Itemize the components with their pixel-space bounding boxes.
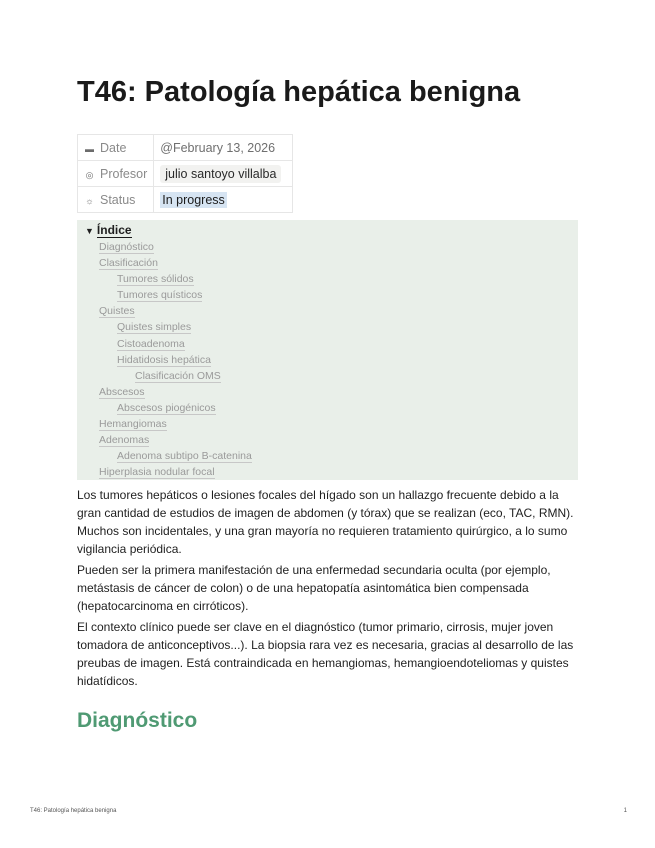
toc-link[interactable]: Clasificación OMS — [135, 369, 221, 382]
toggle-triangle-icon[interactable]: ▼ — [85, 226, 94, 236]
status-badge[interactable]: In progress — [162, 192, 225, 207]
person-icon: ◎ — [85, 169, 94, 180]
toc-link[interactable]: Tumores sólidos — [117, 273, 194, 286]
paragraph: Los tumores hepáticos o lesiones focales del hígado son un hallazgo frecuente debido a la gran cantidad de estudios de imagen de abdomen (y tórax) que se realizan (eco, TAC, RMN). Muchos son incidentales, y una gran mayoría no requieren tratamiento quirúrgico, a lo sumo vigilancia periódica. — [77, 488, 574, 556]
property-label: Profesor — [100, 166, 148, 181]
toc-toggle[interactable] — [85, 223, 132, 237]
toc-link[interactable]: Cistoadenoma — [117, 337, 185, 350]
toc-list — [77, 239, 252, 480]
toc-link[interactable]: Abscesos — [99, 385, 145, 398]
toc-link[interactable]: Hiperplasia nodular focal — [99, 466, 215, 479]
property-value-cell[interactable] — [154, 161, 293, 187]
toc-title: Índice — [96, 223, 132, 237]
toc-link[interactable]: Clasificación — [99, 257, 158, 270]
property-label: Date — [100, 140, 127, 155]
footer-title: T46: Patología hepática benigna — [30, 808, 117, 814]
property-name-cell — [78, 135, 154, 161]
person-chip[interactable]: julio santoyo villalba — [160, 165, 281, 183]
status-icon: ☼ — [85, 195, 94, 206]
toc-link[interactable]: Abscesos piogénicos — [117, 401, 216, 414]
page-number: 1 — [623, 808, 627, 814]
toc-link[interactable]: Adenoma subtipo B-catenina — [117, 450, 252, 463]
toc-link[interactable]: Quistes — [99, 305, 135, 318]
section-heading: Diagnóstico — [77, 709, 198, 732]
property-label: Status — [100, 192, 136, 207]
property-value-cell[interactable] — [154, 187, 293, 213]
toc-link[interactable]: Quistes simples — [117, 321, 192, 334]
date-value[interactable]: @February 13, 2026 — [160, 140, 276, 155]
properties-table — [77, 134, 293, 213]
property-row-date — [78, 135, 293, 161]
toc-link[interactable]: Diagnóstico — [99, 241, 154, 253]
property-row-profesor — [78, 161, 293, 187]
toc-link[interactable]: Adenomas — [99, 434, 150, 447]
table-of-contents — [77, 220, 578, 480]
calendar-icon: ▬ — [85, 143, 94, 154]
paragraph: Pueden ser la primera manifestación de una enfermedad secundaria oculta (por ejemplo, metástasis de cáncer de colon) o de una hepatopatía asintomática bien compensada (hepatocarcinoma en cirróticos). — [77, 563, 551, 613]
property-value-cell[interactable] — [154, 135, 293, 161]
property-name-cell — [78, 161, 154, 187]
toc-link[interactable]: Hemangiomas — [99, 418, 167, 431]
toc-link[interactable]: Tumores quísticos — [117, 289, 203, 302]
property-row-status — [78, 187, 293, 213]
toc-link[interactable]: Hidatidosis hepática — [117, 353, 211, 366]
page-title: T46: Patología hepática benigna — [77, 76, 521, 108]
property-name-cell — [78, 187, 154, 213]
paragraph: El contexto clínico puede ser clave en el diagnóstico (tumor primario, cirrosis, mujer joven tomadora de anticonceptivos...). La biopsia rara vez es necesaria, gracias al desarrollo de las preubas de imagen. Está contraindicada en hemangiomas, hemangioendoteliomas y quistes hidatídicos. — [77, 620, 574, 688]
